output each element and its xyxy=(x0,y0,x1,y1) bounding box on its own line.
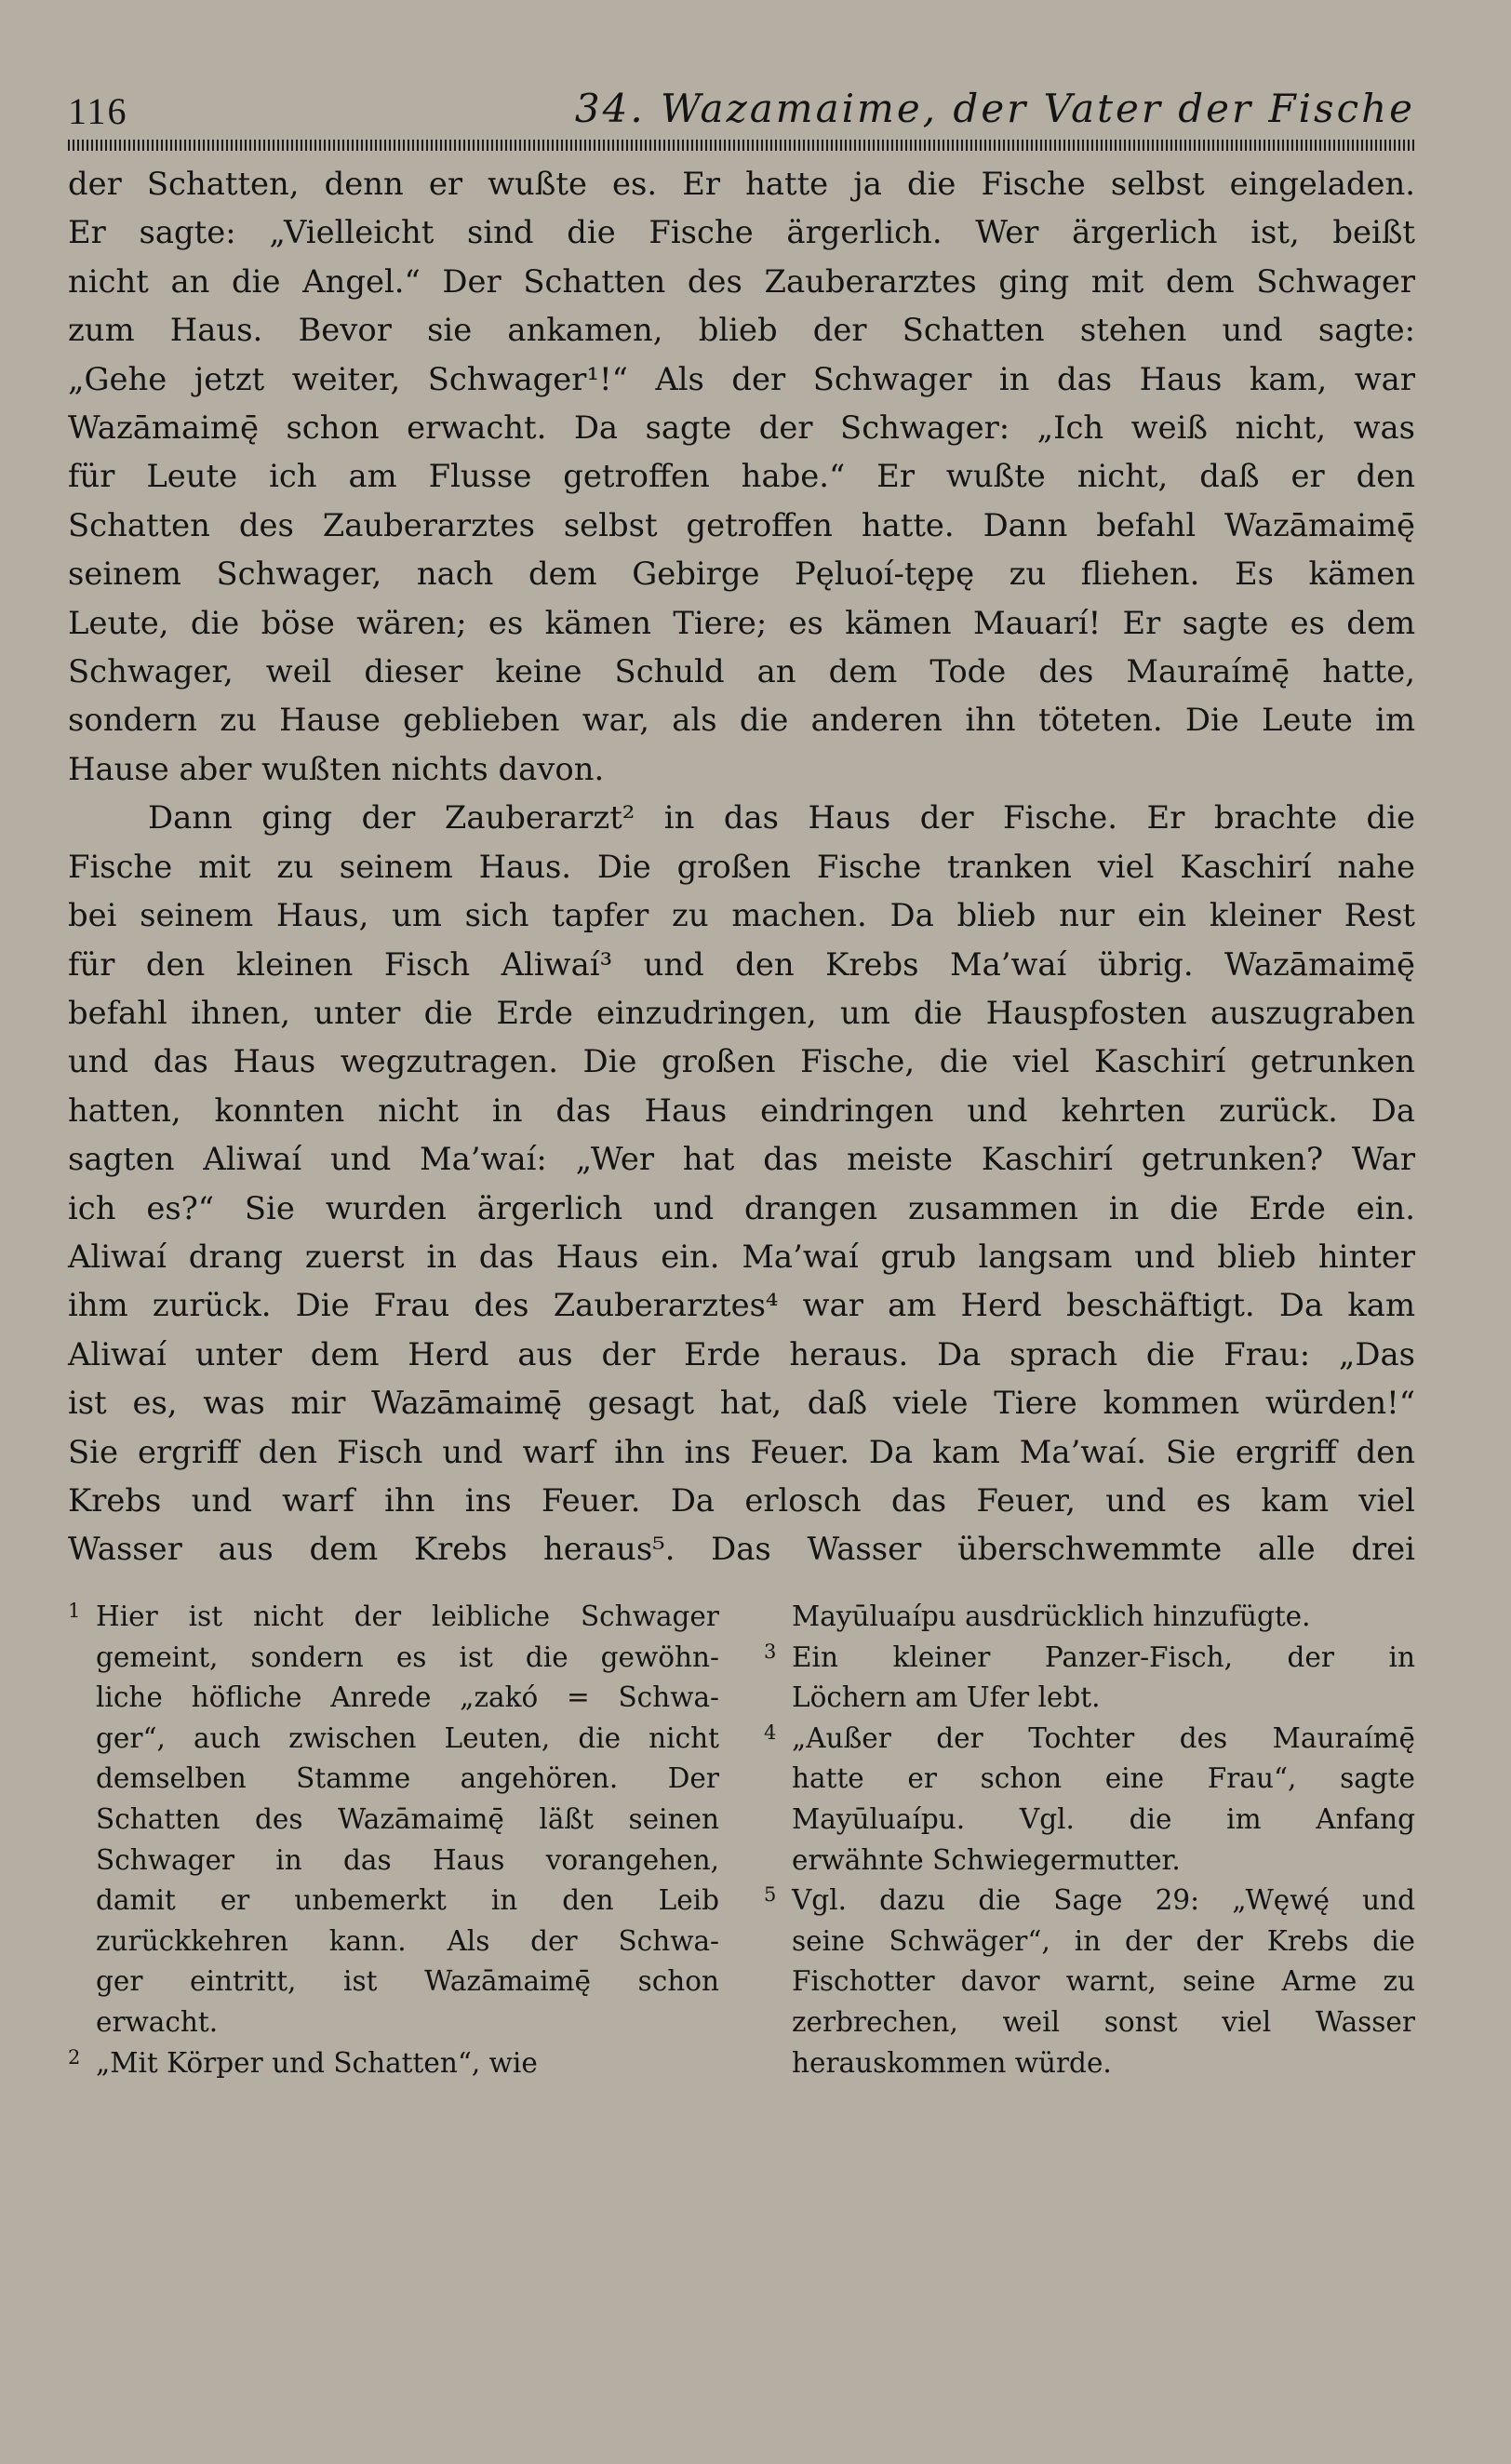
footnote-line: zerbrechen, weil sonst viel Wasser xyxy=(792,2005,1415,2038)
footnote-marker: 5 xyxy=(764,1883,777,1907)
running-title: 34. Wazamaime, der Vater der Fische xyxy=(574,86,1415,131)
text-line: Aliwaí drang zuerst in das Haus ein. Ma’waí grub langsam und blieb hinter xyxy=(68,1238,1415,1275)
footnote-line: Mayūluaípu. Vgl. die im Anfang xyxy=(792,1802,1415,1835)
text-line: sondern zu Hause geblieben war, als die anderen ihn töteten. Die Leute im xyxy=(68,702,1415,739)
footnote-line: ger“, auch zwischen Leuten, die nicht xyxy=(96,1721,719,1754)
text-line: ihm zurück. Die Frau des Zauberarztes⁴ war am Herd beschäftigt. Da kam xyxy=(68,1287,1415,1324)
footnote-line: Fischotter davor warnt, seine Arme zu xyxy=(792,1965,1415,1998)
text-line: Leute, die böse wären; es kämen Tiere; es kämen Mauarí! Er sagte es dem xyxy=(68,604,1415,641)
footnote-line: hatte er schon eine Frau“, sagte xyxy=(792,1762,1415,1795)
text-line: Fische mit zu seinem Haus. Die großen Fische tranken viel Kaschirí nahe xyxy=(68,848,1415,885)
text-line: Sie ergriff den Fisch und warf ihn ins Feuer. Da kam Ma’waí. Sie ergriff den xyxy=(68,1433,1415,1470)
text-line: Wasser aus dem Krebs heraus⁵. Das Wasser überschwemmte alle drei xyxy=(68,1531,1415,1568)
footnote-marker: 3 xyxy=(764,1640,777,1663)
page-header xyxy=(68,86,1415,141)
text-line: Er sagte: „Vielleicht sind die Fische ärgerlich. Wer ärgerlich ist, beißt xyxy=(68,214,1415,251)
footnote-line: zurückkehren kann. Als der Schwa- xyxy=(96,1924,719,1957)
text-line: bei seinem Haus, um sich tapfer zu machen. Da blieb nur ein kleiner Rest xyxy=(68,897,1415,934)
text-line: der Schatten, denn er wußte es. Er hatte ja die Fische selbst eingeladen. xyxy=(68,166,1415,202)
footnote xyxy=(764,1597,1415,1638)
text-line: und das Haus wegzutragen. Die großen Fische, die viel Kaschirí getrunken xyxy=(68,1043,1415,1080)
footnotes-left-column xyxy=(68,1597,719,2083)
footnote-marker: 2 xyxy=(68,2045,81,2069)
footnotes-right-column xyxy=(764,1597,1415,2083)
footnote-marker: 4 xyxy=(764,1721,777,1744)
text-line: ist es, was mir Wazāmaimę̄ gesagt hat, daß viele Tiere kommen würden!“ xyxy=(68,1385,1415,1422)
text-line: Schwager, weil dieser keine Schuld an dem Tode des Mauraímę̄ hatte, xyxy=(68,653,1415,690)
footnote-line: Ein kleiner Panzer-Fisch, der in xyxy=(792,1640,1415,1673)
text-line: hatten, konnten nicht in das Haus eindringen und kehrten zurück. Da xyxy=(68,1091,1415,1129)
text-line: für Leute ich am Flusse getroffen habe.“ Er wußte nicht, daß er den xyxy=(68,458,1415,495)
text-line: seinem Schwager, nach dem Gebirge Pęluoí-tępę zu fliehen. Es kämen xyxy=(68,556,1415,593)
footnote-line: gemeint, sondern es ist die gewöhn- xyxy=(96,1640,719,1673)
text-line: Hause aber wußten nichts davon. xyxy=(68,750,605,787)
footnote-line: erwacht. xyxy=(96,2005,219,2038)
footnote-line: Hier ist nicht der leibliche Schwager xyxy=(96,1600,719,1632)
text-line: zum Haus. Bevor sie ankamen, blieb der Schatten stehen und sagte: xyxy=(68,312,1415,349)
footnote-line: Vgl. dazu die Sage 29: „Węwę́ und xyxy=(792,1884,1415,1917)
header-rule xyxy=(68,140,1415,151)
footnote-marker: 1 xyxy=(68,1600,81,1622)
text-line: Krebs und warf ihn ins Feuer. Da erlosch das Feuer, und es kam viel xyxy=(68,1481,1415,1519)
footnote-line: damit er unbemerkt in den Leib xyxy=(96,1884,719,1917)
text-line: „Gehe jetzt weiter, Schwager¹!“ Als der Schwager in das Haus kam, war xyxy=(68,360,1415,397)
main-text xyxy=(68,160,1415,1574)
text-line: Schatten des Zauberarztes selbst getroffen hatte. Dann befahl Wazāmaimę̄ xyxy=(68,506,1415,543)
text-line: sagten Aliwaí und Ma’waí: „Wer hat das meiste Kaschirí getrunken? War xyxy=(68,1141,1415,1178)
footnote-line: demselben Stamme angehören. Der xyxy=(96,1762,719,1795)
footnote-line: Schatten des Wazāmaimę̄ läßt seinen xyxy=(96,1802,719,1835)
page-number: 116 xyxy=(68,90,128,132)
footnote xyxy=(68,2043,719,2084)
footnote xyxy=(764,1881,1415,2083)
footnote-line: herauskommen würde. xyxy=(792,2046,1112,2079)
text-line: für den kleinen Fisch Aliwaí³ und den Krebs Ma’waí übrig. Wazāmaimę̄ xyxy=(68,945,1415,983)
text-line: nicht an die Angel.“ Der Schatten des Zauberarztes ging mit dem Schwager xyxy=(68,262,1415,300)
footnote xyxy=(764,1638,1415,1719)
footnote-line: seine Schwäger“, in der der Krebs die xyxy=(792,1924,1415,1957)
text-line: Aliwaí unter dem Herd aus der Erde heraus. Da sprach die Frau: „Das xyxy=(68,1335,1415,1373)
footnote xyxy=(764,1719,1415,1881)
footnote-line: liche höfliche Anrede „zakó = Schwa- xyxy=(96,1681,719,1714)
footnote-line: erwähnte Schwiegermutter. xyxy=(792,1843,1181,1876)
footnote xyxy=(68,1597,719,2043)
text-line: Dann ging der Zauberarzt² in das Haus der Fische. Er brachte die xyxy=(148,799,1415,837)
text-line: ich es?“ Sie wurden ärgerlich und drangen zusammen in die Erde ein. xyxy=(68,1189,1415,1226)
footnote-line: „Außer der Tochter des Mauraímę̄ xyxy=(792,1721,1415,1754)
footnote-line: Schwager in das Haus vorangehen, xyxy=(96,1843,719,1876)
text-line: befahl ihnen, unter die Erde einzudringen, um die Hauspfosten auszugraben xyxy=(68,994,1415,1031)
footnote-line: Löchern am Ufer lebt. xyxy=(792,1681,1101,1714)
text-line: Wazāmaimę̄ schon erwacht. Da sagte der Schwager: „Ich weiß nicht, was xyxy=(68,409,1415,447)
footnote-line: „Mit Körper und Schatten“, wie xyxy=(96,2046,538,2079)
footnote-line: Mayūluaípu ausdrücklich hinzufügte. xyxy=(792,1600,1311,1632)
footnote-line: ger eintritt, ist Wazāmaimę̄ schon xyxy=(96,1965,719,1998)
